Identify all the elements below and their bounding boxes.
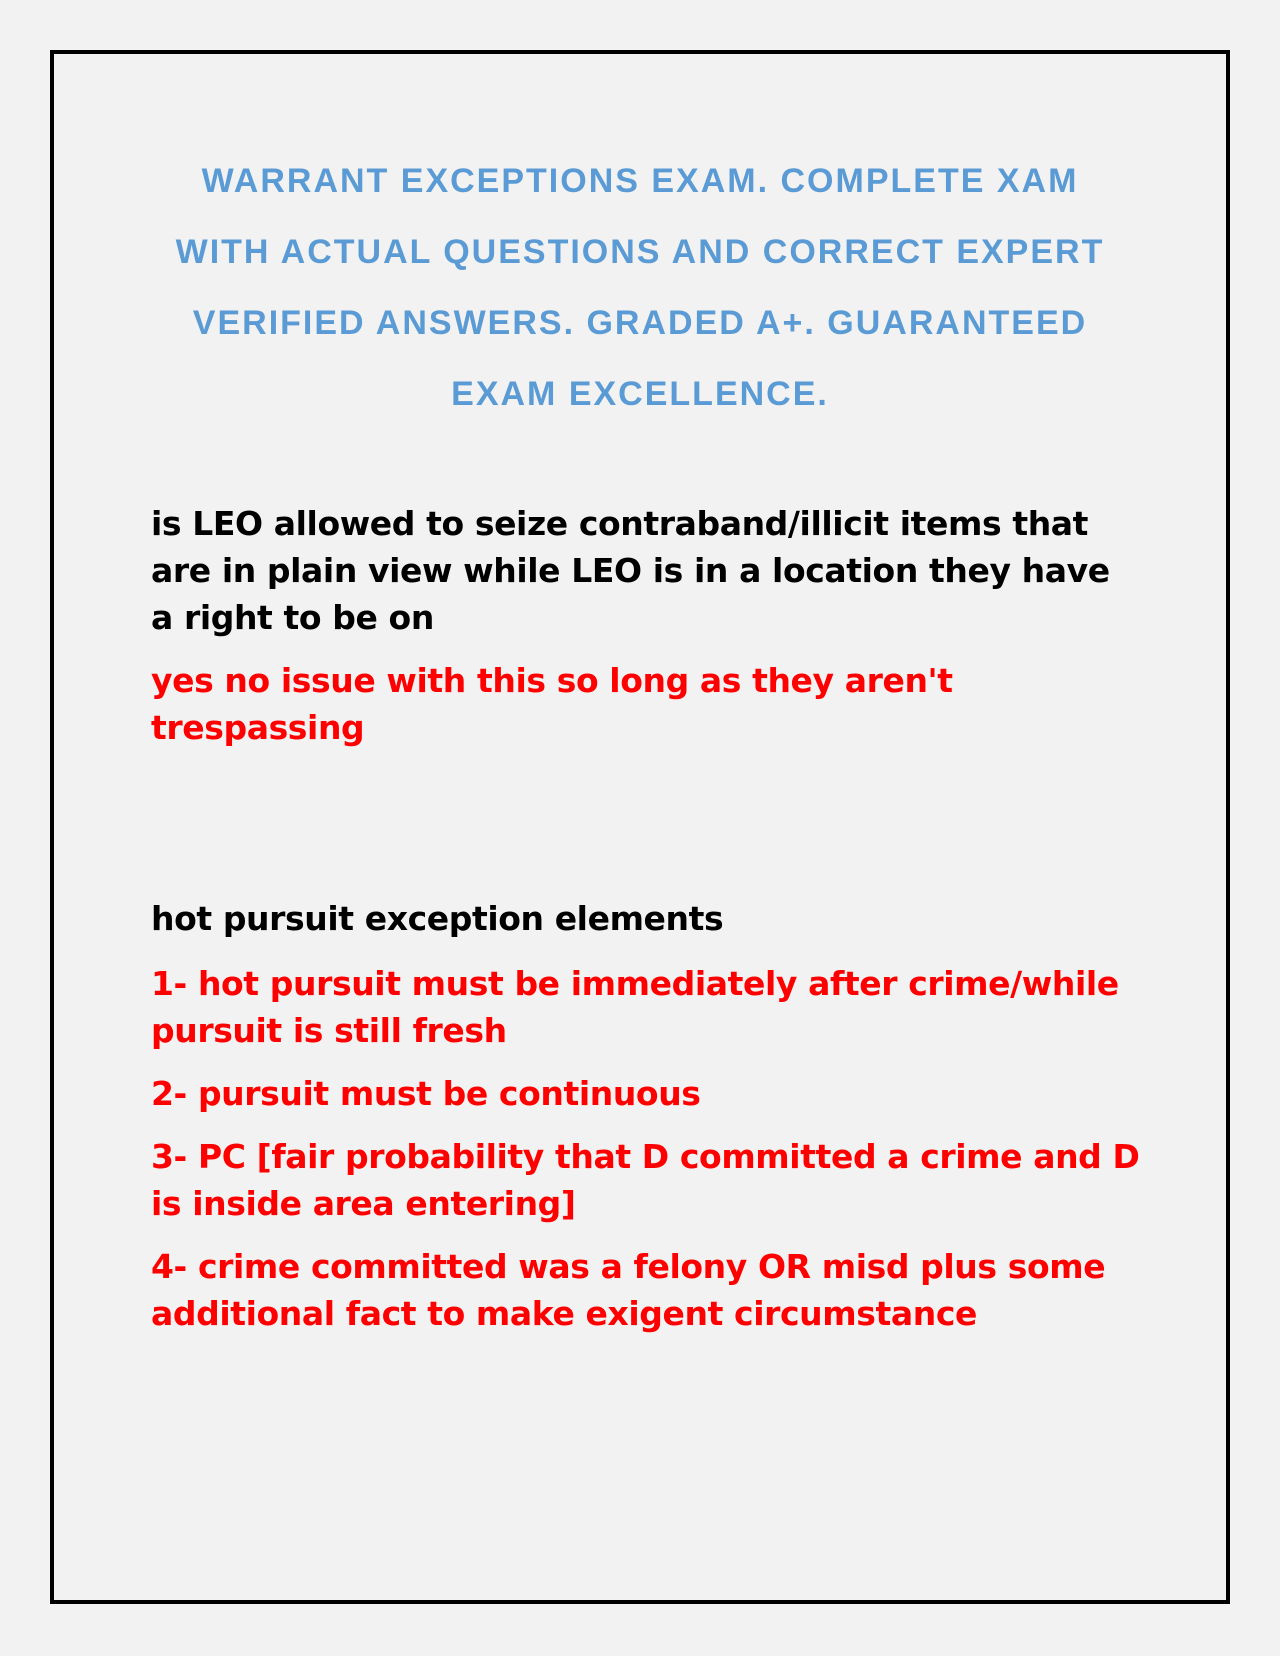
- answer-text: 3- PC [fair probability that D committed a crime and D is inside area entering]: [151, 1137, 1140, 1223]
- answer-block: [151, 960, 1141, 1353]
- title-line: WITH ACTUAL QUESTIONS AND CORRECT EXPERT: [175, 233, 1105, 271]
- answer-text: 1- hot pursuit must be immediately after crime/while pursuit is still fresh: [151, 964, 1119, 1050]
- answer-block: [151, 657, 1141, 751]
- answer-text: yes no issue with this so long as they aren't trespassing: [151, 661, 953, 747]
- question-block: [151, 895, 1141, 942]
- title-line: VERIFIED ANSWERS. GRADED A+. GUARANTEED: [192, 304, 1088, 342]
- answer-text: 4- crime committed was a felony OR misd plus some additional fact to make exigent circumstance: [151, 1247, 1106, 1333]
- question-text: hot pursuit exception elements: [151, 899, 724, 938]
- question-text: is LEO allowed to seize contraband/illicit items that are in plain view while LEO is in a location they have a right to be on: [151, 504, 1110, 637]
- document-title: [150, 146, 1130, 430]
- question-block: [151, 500, 1141, 641]
- answer-text: 2- pursuit must be continuous: [151, 1074, 701, 1113]
- title-line: WARRANT EXCEPTIONS EXAM. COMPLETE XAM: [201, 162, 1079, 200]
- title-line: EXAM EXCELLENCE.: [451, 375, 829, 413]
